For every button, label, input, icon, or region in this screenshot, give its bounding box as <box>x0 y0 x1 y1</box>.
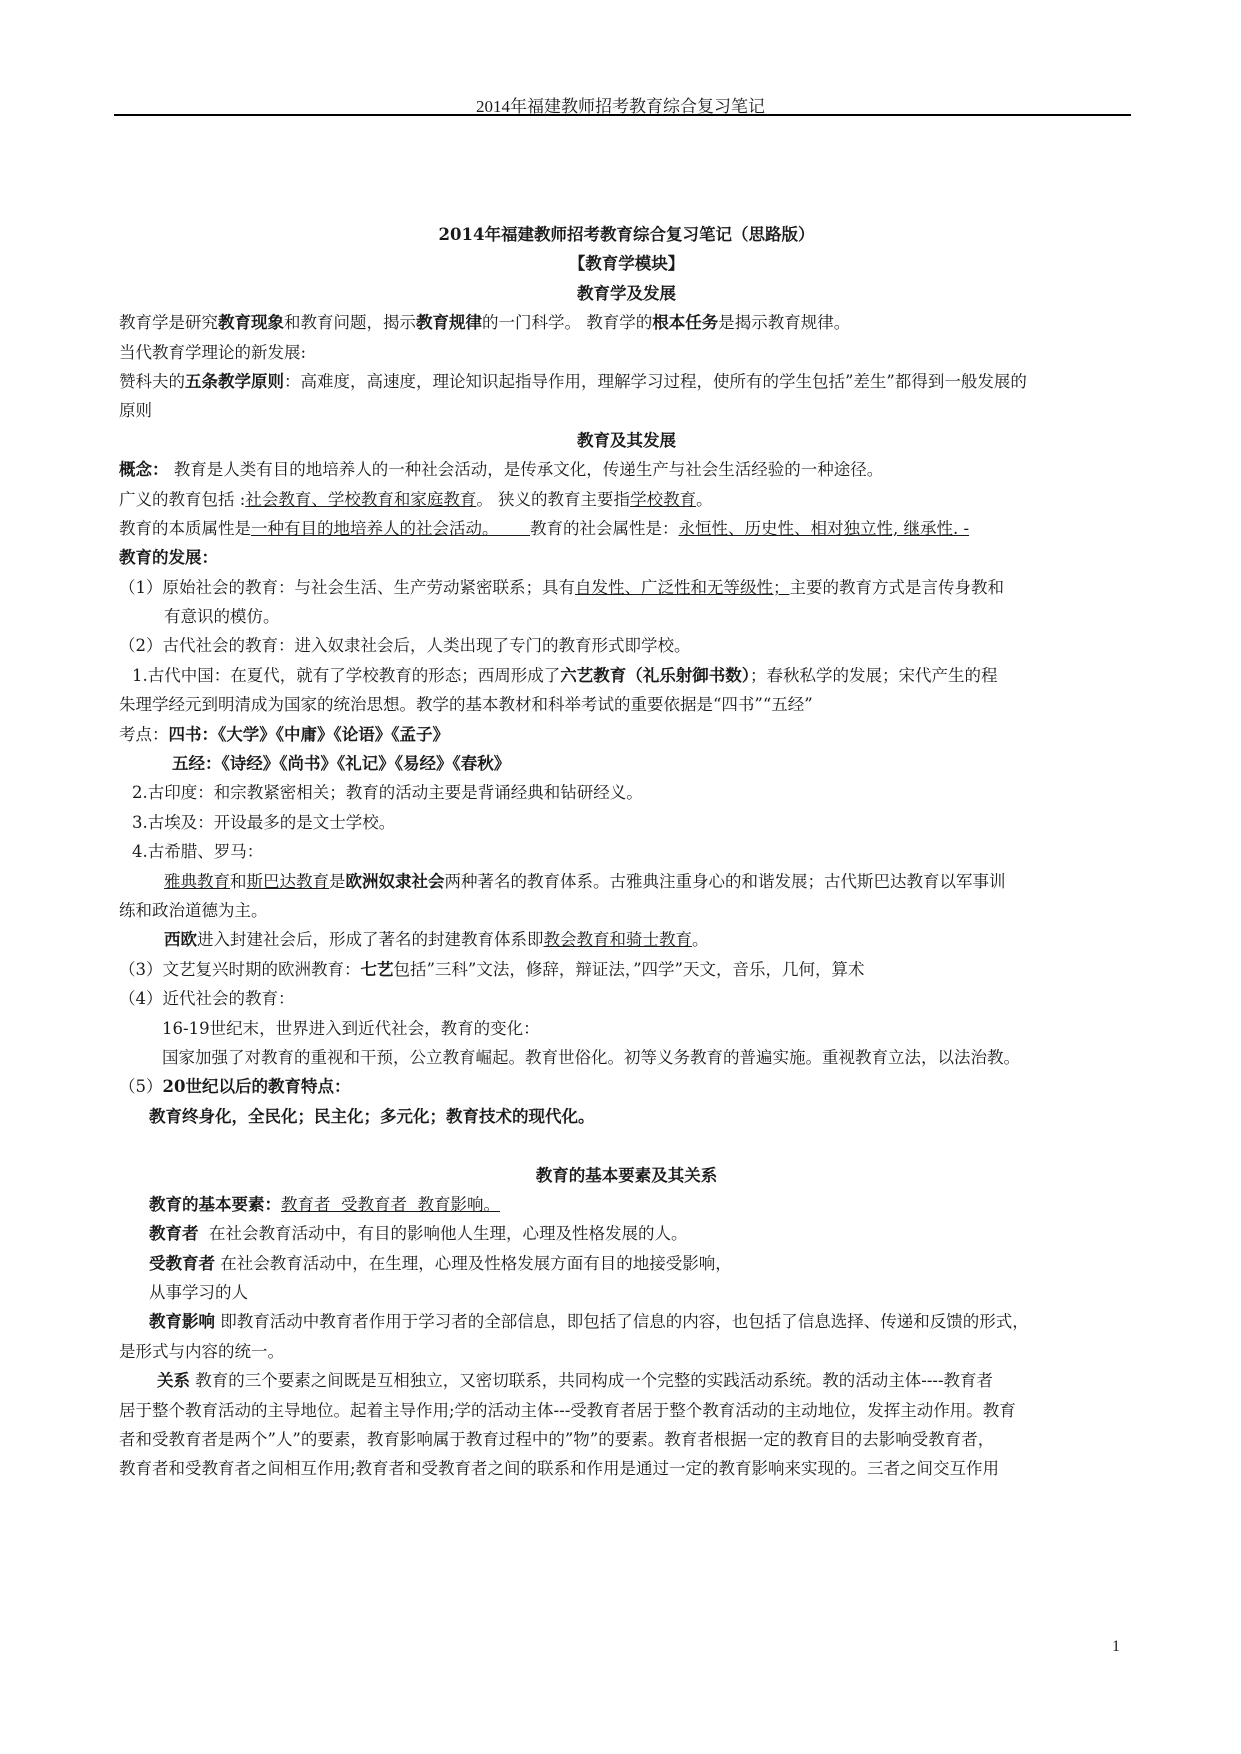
page-number: 1 <box>1112 1638 1120 1655</box>
document-body <box>119 220 1134 1484</box>
list-item: （5）20世纪以后的教育特点： <box>119 1077 351 1097</box>
paragraph-line: 居于整个教育活动的主导地位。起着主导作用;学的活动主体---受教育者居于整个教育活动的主动地位，发挥主动作用。教育 <box>119 1400 1016 1420</box>
section-heading: 教育的基本要素及其关系 <box>535 1165 718 1185</box>
list-item: 4.古希腊、罗马： <box>132 842 264 862</box>
list-item: 3.古埃及：开设最多的是文士学校。 <box>132 812 396 832</box>
paragraph-line: 雅典教育和斯巴达教育是欧洲奴隶社会两种著名的教育体系。古雅典注重身心的和谐发展；古代斯巴达教育以军事训 <box>164 871 1006 891</box>
paragraph-line: 教育影响 即教育活动中教育者作用于学习者的全部信息，即包括了信息的内容，也包括了信息选择、传递和反馈的形式， <box>149 1312 1029 1332</box>
paragraph-line: 练和政治道德为主。 <box>119 900 268 920</box>
header-rule <box>114 114 1131 116</box>
paragraph-line: 者和受教育者是两个”人”的要素，教育影响属于教育过程中的”物”的要素。教育者根据一定的教育目的去影响受教育者， <box>119 1430 995 1450</box>
paragraph-line: 是形式与内容的统一。 <box>119 1341 284 1361</box>
paragraph-line: 受教育者 在社会教育活动中，在生理，心理及性格发展方面有目的地接受影响， <box>149 1253 732 1273</box>
paragraph-line: 国家加强了对教育的重视和干预，公立教育崛起。教育世俗化。初等义务教育的普遍实施。重视教育立法，以法治教。 <box>162 1047 1020 1067</box>
module-title: 【教育学模块】 <box>568 254 685 274</box>
paragraph-line: 当代教育学理论的新发展: <box>119 342 307 362</box>
paragraph-line: 广义的教育包括 :社会教育、学校教育和家庭教育。 狭义的教育主要指学校教育。 <box>119 489 713 509</box>
paragraph-line: 教育学是研究教育现象和教育问题，揭示教育规律的一门科学。 教育学的根本任务是揭示教育规律。 <box>119 313 851 333</box>
paragraph-line: 赞科夫的五条教学原则：高难度，高速度，理论知识起指导作用，理解学习过程，使所有的学生包括”差生”都得到一般发展的 <box>119 371 1027 391</box>
paragraph-line: 概念： 教育是人类有目的地培养人的一种社会活动，是传承文化，传递生产与社会生活经验的一种途径。 <box>119 460 884 480</box>
paragraph-line: 教育者和受教育者之间相互作用;教育者和受教育者之间的联系和作用是通过一定的教育影响来实现的。三者之间交互作用 <box>119 1459 1000 1479</box>
paragraph-line: 16-19世纪末，世界进入到近代社会，教育的变化： <box>162 1018 540 1038</box>
exam-point: 五经：《诗经》《尚书》《礼记》《易经》《春秋》 <box>172 754 511 774</box>
list-item: （2）古代社会的教育：进入奴隶社会后，人类出现了专门的教育形式即学校。 <box>119 636 691 656</box>
exam-point: 考点：四书：《大学》《中庸》《论语》《孟子》 <box>119 724 449 744</box>
list-item: （3）文艺复兴时期的欧洲教育：七艺包括”三科”文法，修辞，辩证法，”四学”天文，音乐，几何，算术 <box>119 959 865 979</box>
paragraph-line: 教育的本质属性是一种有目的地培养人的社会活动。 教育的社会属性是：永恒性、历史性、相对独立性, 继承性. - <box>119 518 970 538</box>
list-item-continuation: 有意识的模仿。 <box>164 607 280 627</box>
subheading: 教育的发展： <box>119 548 218 568</box>
document-title: 2014年福建教师招考教育综合复习笔记（思路版） <box>438 225 815 244</box>
list-item: 1.古代中国：在夏代，就有了学校教育的形态；西周形成了六艺教育（礼乐射御书数）；春秋私学的发展；宋代产生的程 <box>132 665 998 685</box>
section-heading: 教育及其发展 <box>577 430 676 450</box>
paragraph-line: 教育的基本要素：教育者 受教育者 教育影响。 <box>149 1194 500 1214</box>
paragraph-line: 教育终身化，全民化；民主化；多元化；教育技术的现代化。 <box>149 1106 595 1126</box>
list-item: （1）原始社会的教育：与社会生活、生产劳动紧密联系；具有自发性、广泛性和无等级性；主要的教育方式是言传身教和 <box>119 577 1004 597</box>
paragraph-line: 原则 <box>119 401 152 421</box>
paragraph-line: 从事学习的人 <box>149 1283 248 1303</box>
paragraph-line: 关系 教育的三个要素之间既是互相独立，又密切联系，共同构成一个完整的实践活动系统。教的活动主体----教育者 <box>157 1371 994 1391</box>
list-item: 2.古印度：和宗教紧密相关；教育的活动主要是背诵经典和钻研经义。 <box>132 783 643 803</box>
section-heading: 教育学及发展 <box>577 283 676 303</box>
paragraph-line: 西欧进入封建社会后，形成了著名的封建教育体系即教会教育和骑士教育。 <box>164 930 709 950</box>
list-item: （4）近代社会的教育： <box>119 989 295 1009</box>
paragraph-line: 教育者 在社会教育活动中，有目的影响他人生理，心理及性格发展的人。 <box>149 1224 688 1244</box>
running-header: 2014年福建教师招考教育综合复习笔记 <box>476 97 765 116</box>
list-item-continuation: 朱理学经元到明清成为国家的统治思想。教学的基本教材和科举考试的重要依据是“四书”“五经” <box>119 695 813 715</box>
